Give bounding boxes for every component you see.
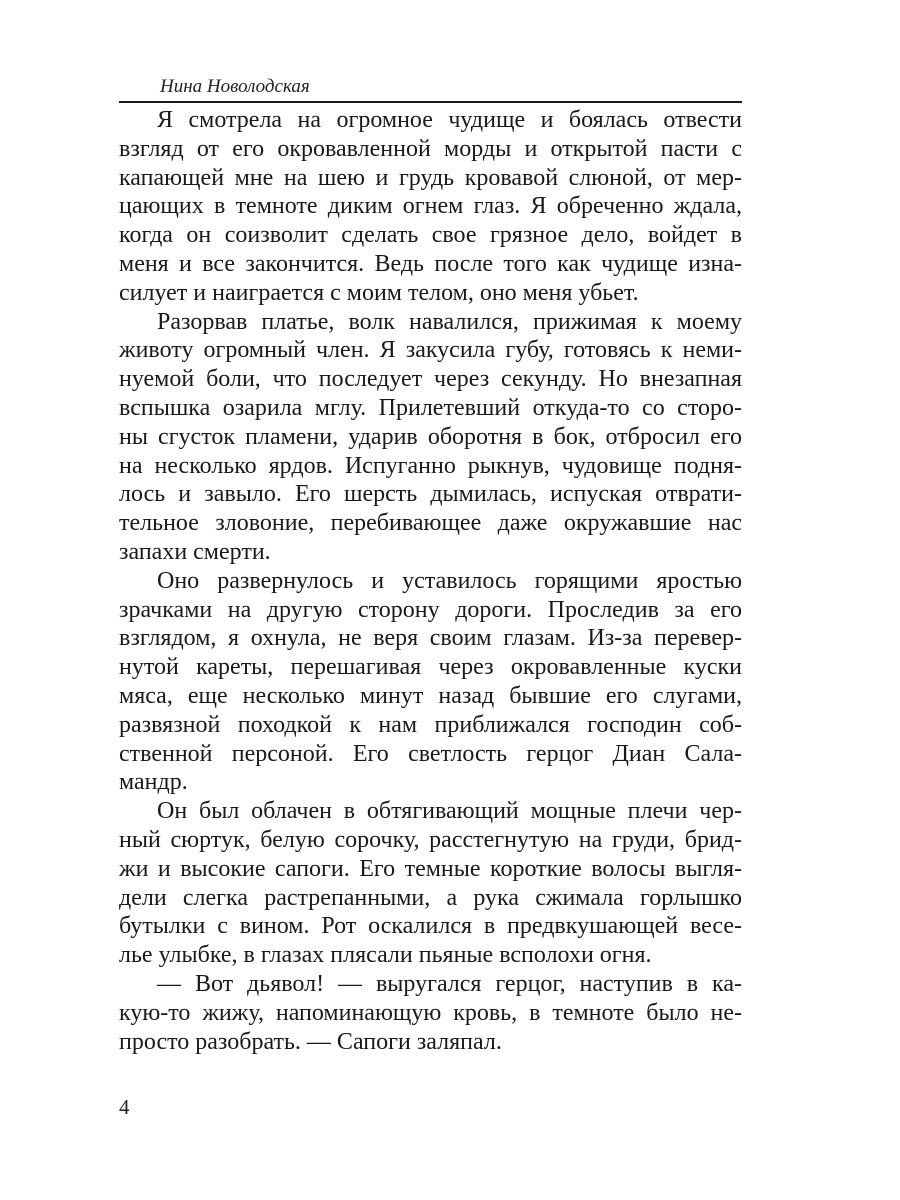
text-line: зрачками на другую сторону дороги. Проследив за его [119,596,742,623]
text-line: Я смотрела на огромное чудище и боялась отвести [157,107,742,133]
text-line: развязной походкой к нам приближался господин соб- [119,711,742,738]
page-number: 4 [119,1095,130,1119]
text-line: ный сюртук, белую сорочку, расстегнутую на груди, брид- [119,826,742,853]
text-line: меня и все закончится. Ведь после того как чудище изна- [119,250,742,277]
text-line: кую-то жижу, напоминающую кровь, в темноте было не- [119,999,742,1026]
text-line: капающей мне на шею и грудь кровавой слюной, от мер- [119,164,742,191]
text-line: силует и наиграется с моим телом, оно меня убьет. [119,279,639,306]
text-line: взгляд от его окровавленной морды и открытой пасти с [119,135,742,162]
text-line: — Вот дьявол! — выругался герцог, наступив в ка- [157,970,742,997]
text-line: запахи смерти. [119,538,271,565]
running-head-author: Нина Новолодская [160,76,310,97]
text-line: мяса, еще несколько минут назад бывшие его слугами, [119,682,742,709]
text-line: просто разобрать. — Сапоги заляпал. [119,1028,502,1055]
text-line: тельное зловоние, перебивающее даже окружавшие нас [119,510,742,537]
text-line: мандр. [119,769,188,796]
text-line: на несколько ярдов. Испуганно рыкнув, чудовище подня- [119,452,742,479]
text-line: ны сгусток пламени, ударив оборотня в бок, отбросил его [119,423,742,450]
text-line: нутой кареты, перешагивая через окровавленные куски [119,654,742,681]
header-rule [119,101,742,103]
text-line: ственной персоной. Его светлость герцог Диан Сала- [119,740,742,767]
text-line: дели слегка растрепанными, а рука сжимала горлышко [119,884,742,911]
text-line: жи и высокие сапоги. Его темные короткие волосы выгля- [119,855,742,882]
text-line: Разорвав платье, волк навалился, прижимая к моему [157,308,742,335]
text-line: бутылки с вином. Рот оскалился в предвкушающей весе- [119,913,742,940]
text-line: животу огромный член. Я закусила губу, готовясь к неми- [119,337,742,364]
text-line: Он был облачен в обтягивающий мощные плечи чер- [157,798,742,825]
text-line: нуемой боли, что последует через секунду. Но внезапная [119,366,742,393]
text-line: лье улыбке, в глазах плясали пьяные всполохи огня. [119,942,652,969]
text-line: Оно развернулось и уставилось горящими яростью [157,567,742,594]
text-line: взглядом, я охнула, не веря своим глазам. Из-за перевер- [119,625,742,652]
text-line: когда он соизволит сделать свое грязное дело, войдет в [119,222,742,249]
body-text [119,106,742,1056]
text-line: цающих в темноте диким огнем глаз. Я обреченно ждала, [119,193,742,220]
text-line: лось и завыло. Его шерсть дымилась, испуская отврати- [119,481,742,508]
text-line: вспышка озарила мглу. Прилетевший откуда-то со сторо- [119,394,742,421]
